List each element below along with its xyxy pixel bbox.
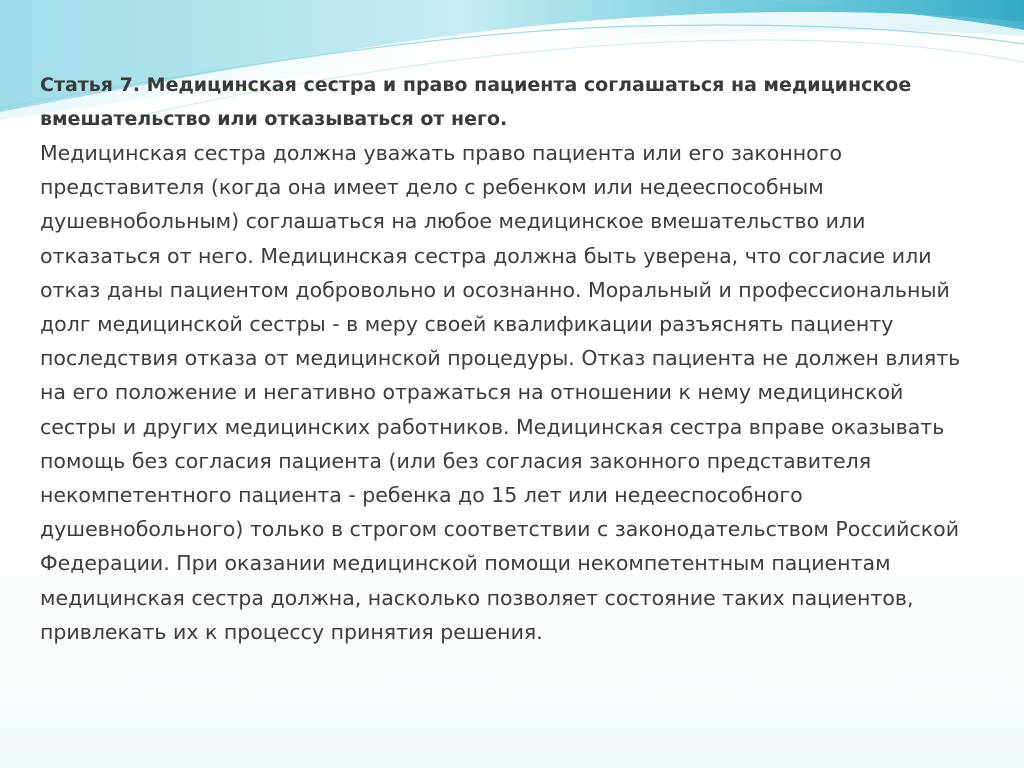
slide-title: Статья 7. Медицинская сестра и право пациента соглашаться на медицинское вмешательство или отказываться от него. [40,74,912,130]
slide-body-text: Медицинская сестра должна уважать право пациента или его законного представителя (когда она имеет дело с ребенком или недееспособным душевнобольным) соглашаться на любое медицинское вмешательство или отказаться от него. Медицинская сестра должна быть уверена, что согласие или отказ даны пациентом добровольно и осознанно. Моральный и профессиональный долг медицинской сестры - в меру своей квалификации разъяснять пациенту последствия отказа от медицинской процедуры. Отказ пациента не должен влиять на его положение и негативно отражаться на отношении к нему медицинской сестры и других медицинских работников. Медицинская сестра вправе оказывать помощь без согласия пациента (или без согласия законного представителя некомпетентного пациента - ребенка до 15 лет или недееспособного душевнобольного) только в строгом соответствии с законодательством Российской Федерации. При оказании медицинской помощи некомпетентным пациентам медицинская сестра должна, насколько позволяет состояние таких пациентов, привлекать их к процессу принятия решения. [40,141,961,644]
slide-content [40,68,980,649]
